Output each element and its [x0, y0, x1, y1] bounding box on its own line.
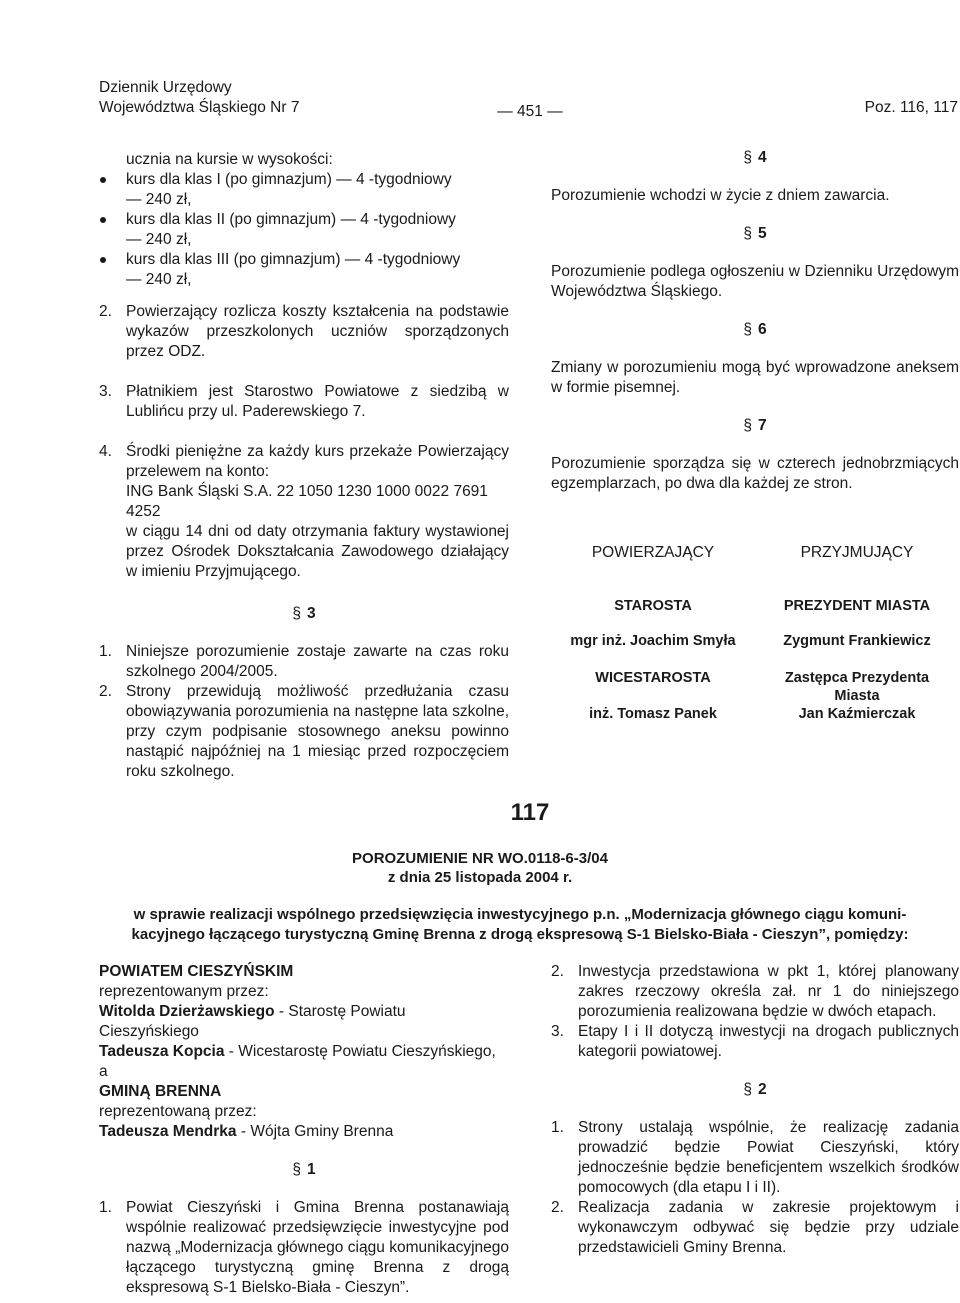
clause-number: 2. — [551, 1199, 564, 1216]
section-heading-6 — [551, 320, 959, 340]
person-1-role: - Starostę Powiatu Cieszyńskiego — [99, 1003, 406, 1040]
clause-number: 3. — [99, 383, 112, 400]
section-7-text: Porozumienie sporządza się w czterech jednobrzmiących egzemplarzach, po dwa dla każdej ze stron. — [551, 455, 959, 492]
position-number: Poz. 116, 117 — [864, 99, 958, 116]
s2-clause-2 — [551, 1198, 959, 1258]
section-heading-4 — [551, 148, 959, 168]
section-heading-1 — [99, 1160, 509, 1180]
section-number: 2 — [758, 1081, 767, 1098]
clause-2 — [551, 962, 959, 1022]
agreement-title: POROZUMIENIE NR WO.0118-6-3/04 — [352, 850, 608, 867]
list-item-line: kurs dla klas I (po gimnazjum) — 4 -tygodniowy — [126, 171, 452, 188]
clause-number: 2. — [99, 683, 112, 700]
doc117-left-column — [99, 962, 509, 1298]
person-3 — [99, 1122, 509, 1142]
title-left-2: WICESTAROSTA — [595, 670, 711, 686]
clause-number: 4. — [99, 443, 112, 460]
section-heading-2 — [551, 1080, 959, 1100]
s3-clause-1 — [99, 642, 509, 682]
clause-text: Powiat Cieszyński i Gmina Brenna postanawiają wspólnie realizować przedsięwzięcie inwestycyjne pod nazwą „Modernizacja głównego ciągu komunikacyjnego łączącego turystyczną gminę Brenna z drogą ekspresową S-1 Bielsko-Biała - Cieszyn”. — [126, 1199, 509, 1296]
intro-text: ucznia na kursie w wysokości: — [126, 151, 333, 168]
clause-number: 2. — [551, 963, 564, 980]
clause-text: Powierzający rozlicza koszty kształcenia na podstawie wykazów przeszkolonych uczniów sporządzonych przez ODZ. — [126, 303, 509, 360]
journal-title — [99, 78, 299, 118]
clause-text: Niniejsze porozumienie zostaje zawarte na czas roku szkolnego 2004/2005. — [126, 643, 509, 680]
section-number: 7 — [758, 417, 767, 434]
section-symbol: § — [743, 321, 752, 338]
clause-text: Strony ustalają wspólnie, że realizację zadania prowadzić będzie Powiat Cieszyński, który jednocześnie będzie beneficjentem wszelkich środków pomocowych (dla etapu I i II). — [578, 1119, 959, 1196]
role-left: POWIERZAJĄCY — [591, 544, 715, 561]
party-2-rep: reprezentowaną przez: — [99, 1103, 257, 1120]
party-1: POWIATEM CIESZYŃSKIM — [99, 963, 294, 980]
person-2-name: Tadeusza Kopcia — [99, 1043, 225, 1060]
section-5-text: Porozumienie podlega ogłoszeniu w Dzienniku Urzędowym Województwa Śląskiego. — [551, 263, 959, 300]
title-right-2 — [755, 669, 959, 705]
section-4-text: Porozumienie wchodzi w życie z dniem zawarcia. — [551, 187, 890, 204]
party-2: GMINĄ BRENNA — [99, 1083, 222, 1100]
clause-text: Płatnikiem jest Starostwo Powiatowe z siedzibą w Lublińcu przy ul. Paderewskiego 7. — [126, 383, 509, 420]
section-heading-5 — [551, 224, 959, 244]
title-right-2-line2: Miasta — [834, 688, 880, 704]
org-right: PREZYDENT MIASTA — [783, 598, 931, 614]
signature-names-2 — [551, 705, 959, 723]
role-right: PRZYJMUJĄCY — [800, 544, 914, 561]
list-item-price: — 240 zł, — [126, 271, 192, 288]
list-item-price: — 240 zł, — [126, 191, 192, 208]
clause-text: Środki pieniężne za każdy kurs przekaże Powierzający przelewem na konto: — [126, 443, 509, 480]
person-3-name: Tadeusza Mendrka — [99, 1123, 237, 1140]
agreement-subject-line2: kacyjnego łączącego turystyczną Gminę Brenna z drogą ekspresową S-1 Bielsko-Biała - Cieszyn”, pomiędzy: — [131, 926, 909, 943]
agreement-subject-line1: w sprawie realizacji wspólnego przedsięwzięcia inwestycyjnego p.n. „Modernizacja głównego ciągu komuni- — [133, 906, 907, 923]
section-symbol: § — [292, 605, 301, 622]
signature-names-1 — [551, 632, 959, 650]
signature-block — [551, 543, 959, 723]
person-3-role: - Wójta Gminy Brenna — [236, 1123, 394, 1140]
doc116-right-column — [551, 148, 959, 494]
clause-text-rest: w ciągu 14 dni od daty otrzymania faktury wystawionej przez Ośrodek Dokształcania Zawodowego działający w imieniu Przyjmującego. — [126, 523, 509, 580]
party-1-rep: reprezentowanym przez: — [99, 983, 269, 1000]
clause-number: 3. — [551, 1023, 564, 1040]
document-number: 117 — [510, 799, 550, 826]
clause-number: 1. — [99, 643, 112, 660]
section-symbol: § — [743, 225, 752, 242]
org-left: STAROSTA — [614, 598, 692, 614]
s1-clause-1 — [99, 1198, 509, 1298]
list-item — [99, 210, 509, 250]
s3-clause-2 — [99, 682, 509, 782]
person-1-name: Witolda Dzierżawskiego — [99, 1003, 275, 1020]
clause-3 — [551, 1022, 959, 1062]
section-heading-3 — [99, 604, 509, 624]
list-item — [99, 250, 509, 290]
section-6-text: Zmiany w porozumieniu mogą być wprowadzone aneksem w formie pisemnej. — [551, 359, 959, 396]
course-list — [99, 170, 509, 290]
page-number: — 451 — — [497, 103, 563, 120]
conjunction: a — [99, 1063, 108, 1080]
journal-title-line2: Województwa Śląskiego Nr 7 — [99, 99, 300, 116]
section-symbol: § — [743, 417, 752, 434]
list-item-line: kurs dla klas III (po gimnazjum) — 4 -tygodniowy — [126, 251, 461, 268]
doc117-right-column — [551, 962, 959, 1258]
doc116-left-column — [99, 150, 509, 782]
clause-number: 2. — [99, 303, 112, 320]
section-number: 6 — [758, 321, 767, 338]
signatory-right-1: Zygmunt Frankiewicz — [783, 633, 931, 649]
clause-number: 1. — [99, 1199, 112, 1216]
section-number: 3 — [307, 605, 316, 622]
section-number: 4 — [758, 149, 767, 166]
signature-titles-2 — [551, 669, 959, 705]
signatory-left-2: inż. Tomasz Panek — [589, 706, 717, 722]
bank-account-cont: 4252 — [126, 503, 161, 520]
list-item-price: — 240 zł, — [126, 231, 192, 248]
clause-text: Realizacja zadania w zakresie projektowym i wykonawczym odbywać się będzie przy udziale przedstawicieli Gminy Brenna. — [578, 1199, 959, 1256]
section-heading-7 — [551, 416, 959, 436]
clause-2 — [99, 302, 509, 362]
person-2 — [99, 1042, 509, 1062]
agreement-date: z dnia 25 listopada 2004 r. — [387, 869, 573, 886]
s2-clause-1 — [551, 1118, 959, 1198]
clause-text: Etapy I i II dotyczą inwestycji na drogach publicznych kategorii powiatowej. — [578, 1023, 959, 1060]
section-symbol: § — [292, 1161, 301, 1178]
list-item — [99, 170, 509, 210]
title-right-2-line1: Zastępca Prezydenta — [784, 670, 930, 686]
section-symbol: § — [743, 149, 752, 166]
clause-text: Inwestycja przedstawiona w pkt 1, której planowany zakres rzeczowy określa zał. nr 1 do niniejszego porozumienia realizowana będzie w dwóch etapach. — [578, 963, 959, 1020]
section-number: 5 — [758, 225, 767, 242]
bank-account: ING Bank Śląski S.A. 22 1050 1230 1000 0022 7691 — [126, 483, 488, 500]
journal-title-line1: Dziennik Urzędowy — [99, 79, 232, 96]
person-1 — [99, 1002, 509, 1042]
clause-4 — [99, 442, 509, 582]
signature-roles — [551, 543, 959, 563]
signature-orgs — [551, 597, 959, 615]
section-number: 1 — [307, 1161, 316, 1178]
person-2-role: - Wicestarostę Powiatu Cieszyńskiego, — [224, 1043, 496, 1060]
signatory-left-1: mgr inż. Joachim Smyła — [570, 633, 736, 649]
section-symbol: § — [743, 1081, 752, 1098]
signatory-right-2: Jan Kaźmierczak — [798, 706, 916, 722]
clause-text: Strony przewidują możliwość przedłużania czasu obowiązywania porozumienia na następne lata szkolne, przy czym podpisanie stosownego aneksu powinno nastąpić najpóźniej na 1 miesiąc przed rozpoczęciem roku szkolnego. — [126, 683, 509, 780]
list-item-line: kurs dla klas II (po gimnazjum) — 4 -tygodniowy — [126, 211, 456, 228]
clause-number: 1. — [551, 1119, 564, 1136]
clause-3 — [99, 382, 509, 422]
